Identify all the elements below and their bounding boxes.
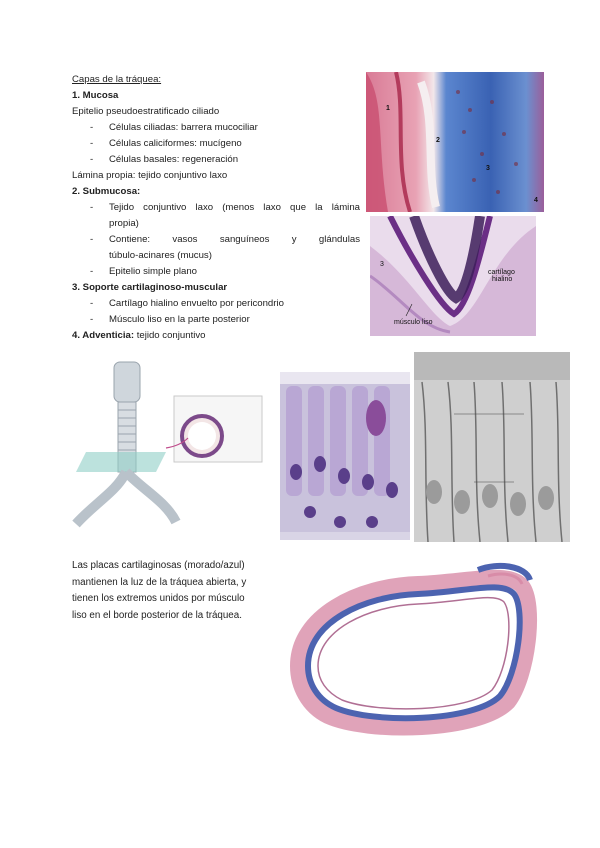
label-3: 3 [486, 165, 490, 172]
dash: - [90, 234, 94, 245]
trachea-cross-section [278, 556, 546, 740]
label-2: 2 [436, 137, 440, 144]
list-item-continuation [72, 248, 360, 264]
cross-section-image [278, 556, 546, 740]
adventicia-heading: 4. Adventicia: [72, 330, 135, 341]
list-item-text: Células caliciformes: mucígeno [109, 138, 242, 149]
he-image [370, 216, 536, 336]
dash: - [90, 298, 94, 309]
list-item [72, 120, 360, 136]
list-item [72, 200, 360, 216]
list-item-text: Tejido conjuntivo laxo (menos laxo que la lámina [109, 202, 360, 213]
list-item [72, 232, 360, 248]
list-item-text: Células basales: regeneración [109, 154, 239, 165]
list-item-text: Contiene: vasos sanguíneos y glándulas [109, 234, 360, 245]
list-item-text: túbulo-acinares (mucus) [109, 250, 212, 261]
dash: - [90, 154, 94, 165]
mucosa-epithelium: Epitelio pseudoestratificado ciliado [72, 106, 220, 117]
lamina-propia: Lámina propia: tejido conjuntivo laxo [72, 170, 228, 181]
mucosa-heading: 1. Mucosa [72, 90, 119, 101]
paragraph-line: Las placas cartilaginosas (morado/azul) [72, 560, 245, 571]
cartilage-label-line2: hialino [492, 276, 513, 283]
anatomy-image [66, 352, 270, 534]
section-title: Capas de la tráquea: [72, 74, 162, 85]
adventicia-text: tejido conjuntivo [134, 330, 206, 341]
label-3: 3 [380, 261, 384, 268]
trichrome-micrograph [366, 72, 544, 212]
list-item [72, 152, 360, 168]
electron-micrograph [414, 352, 570, 542]
em-image [414, 352, 570, 542]
label-4: 4 [534, 197, 538, 204]
epithelium-closeup [280, 372, 410, 540]
paragraph-line: mantienen la luz de la tráquea abierta, y [72, 576, 247, 588]
trichrome-image [366, 72, 544, 212]
list-item-continuation [72, 216, 360, 232]
dash: - [90, 138, 94, 149]
epithelium-image [280, 372, 410, 540]
paragraph-line: liso en el borde posterior de la tráquea. [72, 609, 242, 621]
label-1: 1 [386, 105, 390, 112]
tracheal-layers-text [72, 72, 360, 344]
list-item-text: propia) [109, 218, 139, 229]
trachea-anatomy-diagram [66, 352, 270, 534]
soporte-heading: 3. Soporte cartilaginoso-muscular [72, 282, 228, 293]
list-item [72, 296, 360, 312]
list-item [72, 312, 360, 328]
list-item-text: Células ciliadas: barrera mucociliar [109, 122, 258, 133]
list-item-text: Músculo liso en la parte posterior [109, 314, 250, 325]
dash: - [90, 202, 94, 213]
list-item-text: Cartílago hialino envuelto por pericondrio [109, 298, 284, 309]
submucosa-heading: 2. Submucosa: [72, 186, 141, 197]
adventicia-line [72, 328, 360, 344]
dash: - [90, 122, 94, 133]
muscle-label: músculo liso [394, 319, 433, 326]
cartilage-plates-paragraph [72, 558, 268, 624]
he-micrograph [370, 216, 536, 336]
list-item [72, 136, 360, 152]
list-item-text: Epitelio simple plano [109, 266, 197, 277]
list-item [72, 264, 360, 280]
cartilage-label-line1: cartílago [488, 269, 515, 276]
dash: - [90, 314, 94, 325]
paragraph-line: tienen los extremos unidos por músculo [72, 593, 245, 604]
dash: - [90, 266, 94, 277]
